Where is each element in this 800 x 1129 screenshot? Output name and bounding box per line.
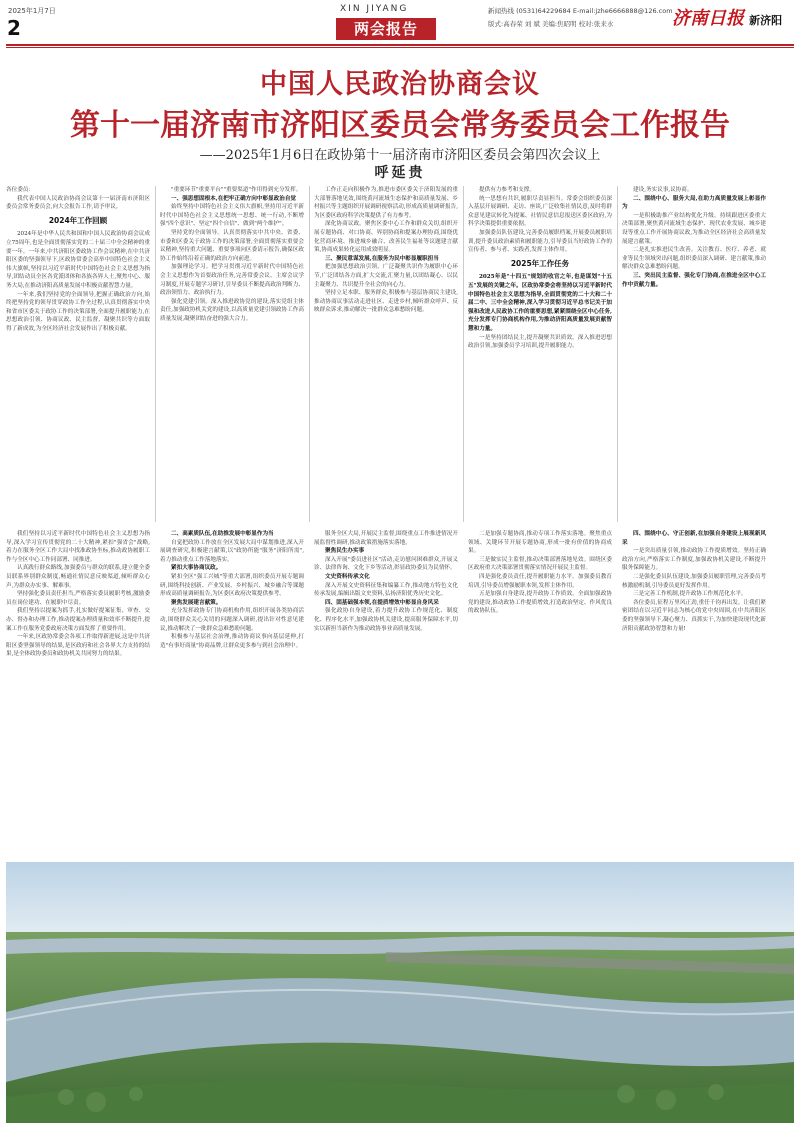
news-hotline: 新闻热线 (0531)64229684 E-mail:jzhe6666888@126.com — [488, 7, 673, 15]
top-rule — [6, 44, 794, 46]
paragraph: 充分发挥政协专门协商机构作用,组织开展各类协商活动,围绕群众关心关切的问题深入调研,提出针对性意见建议,推动解决了一批群众急难愁盼问题。 — [160, 608, 304, 632]
column-3 — [314, 186, 458, 522]
subheading: 聚焦民生办实事 — [325, 548, 365, 555]
column-2 — [160, 186, 304, 522]
issue-date: 2025年1月7日 — [8, 7, 56, 15]
paragraph: 坚持立足本职、服务群众,积极参与基层协商民主建设,推动协商议事活动走进社区、走进乡村,倾听群众呼声、反映群众诉求,推动解决一批群众急难愁盼问题。 — [314, 290, 458, 314]
paragraph: 三是完善工作机制,提升政协工作规范化水平。 — [633, 591, 747, 598]
headline-line1: 中国人民政治协商会议 — [260, 69, 540, 100]
column-divider — [309, 186, 310, 522]
greeting: 各位委员： — [6, 187, 34, 193]
paragraph: 四是强化委员责任,提升履职能力水平。加强委员教育培训,引导委员增强履职本领,发挥主体作用。 — [468, 573, 612, 589]
column-5-lower — [622, 530, 766, 856]
subheading: 三、突出民主监督、强化专门协商,在推进全区中心工作中贡献力量。 — [622, 272, 766, 288]
paragraph: 强化政协自身建设,着力提升政协工作规范化、制度化、程序化水平,加强政协机关建设,提高服务保障水平,切实以新担当新作为推动政协事业高质量发展。 — [314, 608, 458, 632]
paragraph: 二是扎实推进民生改善。关注教育、医疗、养老、就业等民生领域突出问题,组织委员深入调研、建言献策,推动解决群众急难愁盼问题。 — [622, 247, 766, 271]
subheading: 紧扣大事协商议政。 — [171, 565, 222, 572]
section-title: 两会报告 — [336, 18, 436, 40]
column-1-lower — [6, 530, 150, 856]
logo-black-text: 新济阳 — [749, 14, 783, 27]
section-pinyin: XIN JIYANG — [340, 4, 409, 14]
paragraph: 始终坚持中国特色社会主义伟大旗帜,坚持用习近平新时代中国特色社会主义思想统一思想、统一行动,不断增强"四个意识"、坚定"四个自信"、做到"两个维护"。 — [160, 204, 304, 228]
paragraph: 认真践行群众路线,加强委员与群众的联系,建立健全委员联系界别群众制度,畅通社情民意反映渠道,倾听群众心声,为群众办实事、解难事。 — [6, 565, 150, 589]
paragraph: 加强理论学习。把学习贯彻习近平新时代中国特色社会主义思想作为首要政治任务,完善常委会议、主席会议学习制度,开展专题学习研讨,引导委员不断提高政治判断力、政治领悟力、政治执行力。 — [160, 264, 304, 297]
paragraph: 我们坚持以提案为抓手,扎实做好提案征集、审查、交办、督办和办理工作,推动提案办理质量和效率不断提升,提案工作在服务党委政府决策方面发挥了重要作用。 — [6, 608, 150, 632]
paragraph: 提供有力参考和支撑。 — [479, 187, 535, 193]
logo-red-text: 济南日报 — [672, 8, 744, 29]
river-landscape-photo — [6, 862, 794, 1123]
section-heading-2025: 2025年工作任务 — [510, 258, 570, 268]
column-4 — [468, 186, 612, 522]
subheading: 文史资料传承文化 — [325, 573, 370, 580]
subheading: 二、高素质队伍,在助推发展中彰显作为当 — [171, 531, 274, 537]
paragraph: "重要环节"重要平台""重要渠道"作用得到充分发挥。 — [171, 187, 302, 193]
paragraph: 一年来,区政协常委会各项工作取得新进展,这是中共济阳区委坚强领导的结果,是区政府和社会各界大力支持的结果,是全体政协委员和政协机关共同努力的结果。 — [6, 634, 150, 658]
paragraph: 一年来,我们坚持党的全面领导,把握正确政治方向,始终把坚持党的领导贯穿政协工作全过程,认真贯彻落实中央和省市区委关于政协工作的决策部署,全面提升履职能力,在思想政治引领、协商议政、民主监督、凝聚共识等方面取得了新成效,为全区经济社会发展作出了积极贡献。 — [6, 291, 150, 332]
paragraph: 坚持党的全面领导。认真贯彻落实中共中央、省委、市委和区委关于政协工作的决策部署,全面贯彻落实重要会议精神,坚持重大问题、重要事项向区委请示报告,确保区政协工作始终沿着正确的政治方向前进。 — [160, 229, 304, 262]
paragraph: 我们坚持以习近平新时代中国特色社会主义思想为指导,深入学习宣传贯彻党的二十大精神,紧扣"强省会"战略,着力在服务全区工作大局中找准政协坐标,推动政协履职工作与全区中心工作同部署、同推进。 — [6, 531, 150, 563]
paragraph: 深入开展文史资料征集和编纂工作,推动地方特色文化传承发展,编辑出版文史资料,弘扬济阳优秀历史文化。 — [314, 582, 458, 598]
paragraph: 深化协商议政。聚焦区委中心工作和群众关切,组织开展专题协商、对口协商、界别协商和提案办理协商,围绕优化营商环境、推进城乡融合、改善民生福祉等议题建言献策,协商成果转化运用成效明显。 — [314, 221, 458, 254]
headline-subtitle: ——2025年1月6日在政协第十一届济南市济阳区委员会第四次会议上 — [199, 148, 601, 163]
column-5 — [622, 186, 766, 522]
paragraph: 积极参与基层社会治理,推动协商议事向基层延伸,打造"有事好商量"协商品牌,让群众更多参与到社会治理中。 — [160, 634, 304, 649]
page-number: 2 — [7, 16, 21, 40]
paragraph: 2024年是中华人民共和国和中国人民政治协商会议成立75周年,也是全面贯彻落实党的二十届三中全会精神的重要一年。一年来,中共济阳区委政协工作会议精神,在中共济阳区委的坚强领导下,区政协常委会高举中国特色社会主义伟大旗帜,坚持以习近平新时代中国特色社会主义思想为指导,团结动员全区各党派团体和各族各界人士,聚焦中心、服务大局,在推动济阳高质量发展中积极贡献智慧力量。 — [6, 231, 150, 289]
paragraph: 三是做实民主监督,推动决策部署落地见效。围绕区委区政府重大决策部署贯彻落实情况开展民主监督。 — [468, 556, 612, 572]
column-1 — [6, 186, 150, 522]
paragraph: 五是加强自身建设,提升政协工作质效。全面加强政协党的建设,推动政协工作提质增效,打造政治坚定、作风优良的政协队伍。 — [468, 591, 612, 615]
paragraph: 紧扣全区"强工兴城"等重大部署,组织委员开展专题调研,围绕科技创新、产业发展、乡村振兴、城乡融合等课题形成高质量调研报告,为区委区政府决策提供参考。 — [160, 573, 304, 598]
paragraph: 自觉把政协工作放在全区发展大局中谋划推进,深入开展调查研究,积极建言献策,以"政协所能"服务"济阳所需",着力推动重点工作落地落实。 — [160, 539, 304, 563]
paragraph: 强化党建引领。深入推进政协党的建设,落实党组主体责任,加强政协机关党的建设,以高质量党建引领政协工作高质量发展,凝聚团结奋进的强大合力。 — [160, 298, 304, 322]
intro-paragraph: 我代表中国人民政治协商会议第十一届济南市济阳区委员会常务委员会,向大会报告工作,请予审议。 — [6, 195, 150, 211]
paragraph: 统一思想有共识,履职尽责显担当。常委会组织委员深入基层开展调研、走访、座谈,广泛收集社情民意,及时将群众意见建议转化为提案、社情民意信息报送区委区政府,为科学决策提供重要依据。 — [468, 195, 612, 228]
subheading: 四、围绕中心、守正创新,在加强自身建设上展现新风采 — [622, 531, 766, 546]
paragraph: 2025年是"十四五"规划的收官之年,也是谋划"十五五"发展的关键之年。区政协常委会将坚持以习近平新时代中国特色社会主义思想为指导,全面贯彻党的二十大和二十届二中、三中全会精神,深入学习贯彻习近平总书记关于加强和改进人民政协工作的重要思想,紧紧围绕全区中心任务,充分发挥专门协商机构作用,为推动济阳高质量发展贡献智慧和力量。 — [468, 274, 612, 332]
paragraph: 各位委员,征程万里风正劲,重任千钧再出发。让我们紧密团结在以习近平同志为核心的党中央周围,在中共济阳区委的坚强领导下,凝心聚力、真抓实干,为加快建设现代化新济阳贡献政协智慧和力量! — [622, 599, 766, 632]
paragraph: 服务全区大局,开展民主监督,围绕重点工作推进情况开展监督性调研,推动政策措施落实落地。 — [314, 531, 458, 546]
headline-line2: 第十一届济南市济阳区委员会常务委员会工作报告 — [70, 108, 730, 143]
paragraph: 二是加强专题协商,推动专项工作落实落地。聚焦重点领域、关键环节开展专题协商,形成一批有价值的协商成果。 — [468, 531, 612, 555]
subheading: 聚焦发展建言献策。 — [171, 599, 222, 606]
paragraph: 建设,务实议事,议协商。 — [633, 187, 693, 193]
paragraph: 一是积极助推产业结构优化升级。持续跟进区委重大决策部署,聚焦黄河流域生态保护、现代农业发展、城乡建设等重点工作开展协商议政,为推动全区经济社会高质量发展建言献策。 — [622, 212, 766, 245]
column-divider — [155, 186, 156, 522]
author-byline: 呼延贵 — [374, 165, 426, 181]
river-landscape-illustration — [6, 862, 794, 1123]
paragraph: 把加强思想政治引领、广泛凝聚共识作为履职中心环节,广泛团结各方面,扩大交流,汇聚力量,以团结凝心、以民主凝聚力、共识提升全社会的向心力。 — [314, 264, 458, 288]
paragraph: 二是强化委员队伍建设,加强委员履职管理,完善委员考核激励机制,引导委员更好发挥作用。 — [622, 573, 766, 589]
subheading: 三、聚民意谋发展,在服务为民中彰显履职担当 — [325, 255, 439, 262]
section-heading-2024: 2024年工作回顾 — [48, 215, 108, 225]
top-rule-thin — [6, 47, 794, 48]
column-2-lower — [160, 530, 304, 856]
subheading: 二、围绕中心、服务大局,在助力高质量发展上彰显作为 — [622, 195, 766, 211]
paragraph: 一是突出质量引领,推动政协工作提质增效。坚持正确政治方向,严格落实工作制度,加强政协机关建设,不断提升服务保障能力。 — [622, 548, 766, 572]
subheading: 一、强思想固根本,在把牢正确方向中彰显政治自觉 — [171, 195, 297, 202]
masthead — [0, 0, 800, 48]
column-4-lower — [468, 530, 612, 856]
column-divider — [463, 186, 464, 522]
newspaper-logo — [672, 4, 792, 30]
column-3-lower — [314, 530, 458, 856]
column-divider — [617, 186, 618, 522]
paragraph: 深入开展"委员进社区"活动,走访慰问困难群众,开展义诊、法律咨询、文化下乡等活动,彰显政协委员为民情怀。 — [314, 556, 458, 572]
editor-credits: 版式:高春荣 刘 斌 美编:焦昭明 校对:张来水 — [488, 20, 614, 28]
paragraph: 工作正走向积极作为,推进市委区委关于济阳发展的重大部署落地见效,围绕黄河流域生态保护和高质量发展、乡村振兴等主题组织开展调研视察活动,形成高质量调研报告,为区委区政府科学决策提供了有力参考。 — [314, 187, 458, 219]
subheading: 四、固基础强本领,在提质增效中彰显自身风采 — [325, 599, 439, 606]
paragraph: 一是坚持团结民主,提升凝聚共识质效。深入推进思想政治引领,加强委员学习培训,提升履职能力。 — [468, 334, 612, 350]
paragraph: 加强委员队伍建设,完善委员履职档案,开展委员履职培训,提升委员政治素质和履职能力,引导委员当好政协工作的宣传者、参与者、实践者,发挥主体作用。 — [468, 229, 612, 254]
paragraph: 坚持强化委员责任担当,严格落实委员履职考核,激励委员在岗位建功、在履职中尽责。 — [6, 591, 150, 606]
